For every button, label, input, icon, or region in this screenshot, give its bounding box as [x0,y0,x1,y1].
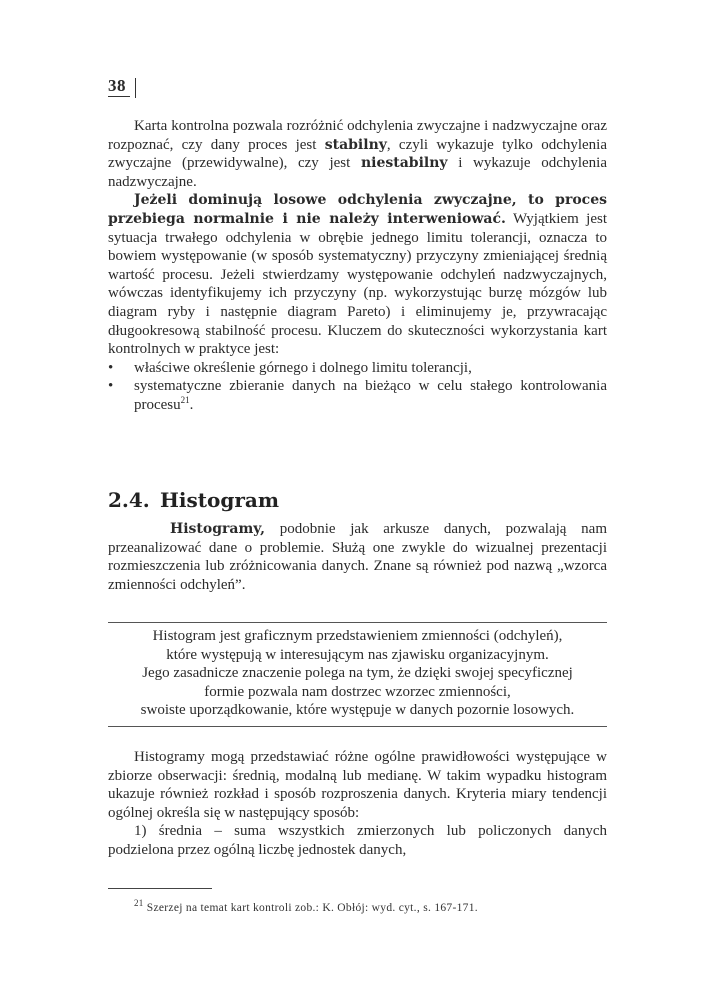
section-heading [108,488,279,512]
definition-box [108,622,607,727]
list-item: • systematyczne zbieranie danych na bieżąco w celu stałego kontrolowania procesu$^{21}$. [108,377,607,414]
paragraph-control-chart: Karta kontrolna pozwala rozróżnić odchylenia zwyczajne i nadzwyczajne oraz rozpoznać, czy dany proces jest stabilny, czyli wykazuje tylko odchylenia zwyczajne (przewidywalne), czy jest niestabilny i wykazuje odchylenia nadzwyczajne. [108,118,608,190]
key-points-list [108,359,607,415]
section-title: Histogram [160,488,279,512]
footnote [134,898,478,914]
paragraph-mean-definition: 1) średnia – suma wszystkich zmierzonych lub policzonych danych podzielona przez ogólną liczbę jednostek danych, [108,823,607,858]
footnote-divider [108,888,212,889]
paragraph-histogram-patterns: Histogramy mogą przedstawiać różne ogólne prawidłowości występujące w zbiorze obserwacji: średnią, modalną lub medianę. W takim wypadku histogram ukazuje również rozkład i sposób rozproszenia danych. Kryteria miary tendencji ogólnej określa się w następujący sposób: [108,749,607,821]
paragraph-random-deviations: Jeżeli dominują losowe odchylenia zwyczajne, to proces przebiega normalnie i nie należy interweniować. Wyjątkiem jest sytuacja trwałego odchylenia w obrębie jednego limitu tolerancji, oznacza to bowiem występowanie (w sposób systematyczny) przyczyny zmieniającej średnią wartość procesu. Jeżeli stwierdzamy występowanie odchyleń nadzwyczajnych, wówczas identyfikujemy ich przyczyny (np. wykorzystując burzę mózgów lub diagram ryby i następnie diagram Pareto) i eliminujemy je, przywracając długookresową stabilność procesu. Kluczem do skuteczności wykorzystania kart kontrolnych w praktyce jest: [108,192,607,358]
definition-line: Histogram jest graficznym przedstawieniem zmienności (odchyleń), [152,628,563,644]
definition-line: formie pozwala nam dostrzec wzorzec zmienności, [204,683,511,700]
footnote-text: Szerzej na temat kart kontroli zob.: K. Obłój: wyd. cyt., s. 167-171. [146,902,478,914]
definition-line: swoiste uporządkowanie, które występuje w danych pozornie losowych. [140,702,575,719]
page-number-rule [135,78,137,98]
footnote-ref[interactable]: 21 [180,394,190,405]
page-number: 38 [108,76,130,97]
histogram-intro [108,520,607,594]
bottom-text-block [108,748,607,860]
footnote-number: 21 [134,898,144,909]
definition-line: które występują w interesującym nas zjawisku organizacyjnym. [166,646,549,663]
section-number: 2.4. [108,488,150,512]
definition-line: Jego zasadnicze znaczenie polega na tym, że dzięki swojej specyficznej [142,665,573,682]
paragraph-histogram-intro: Histogramy, podobnie jak arkusze danych, pozwalają nam przeanalizować dane o problemie. Służą one zwykle do wizualnej prezentacji rozmieszczenia lub zróżnicowania danych. Znane są również pod nazwą „wzorca zmienności odchyleń”. [108,521,607,593]
list-item: • właściwe określenie górnego i dolnego limitu tolerancji, [108,359,607,378]
top-text-block [108,117,607,415]
